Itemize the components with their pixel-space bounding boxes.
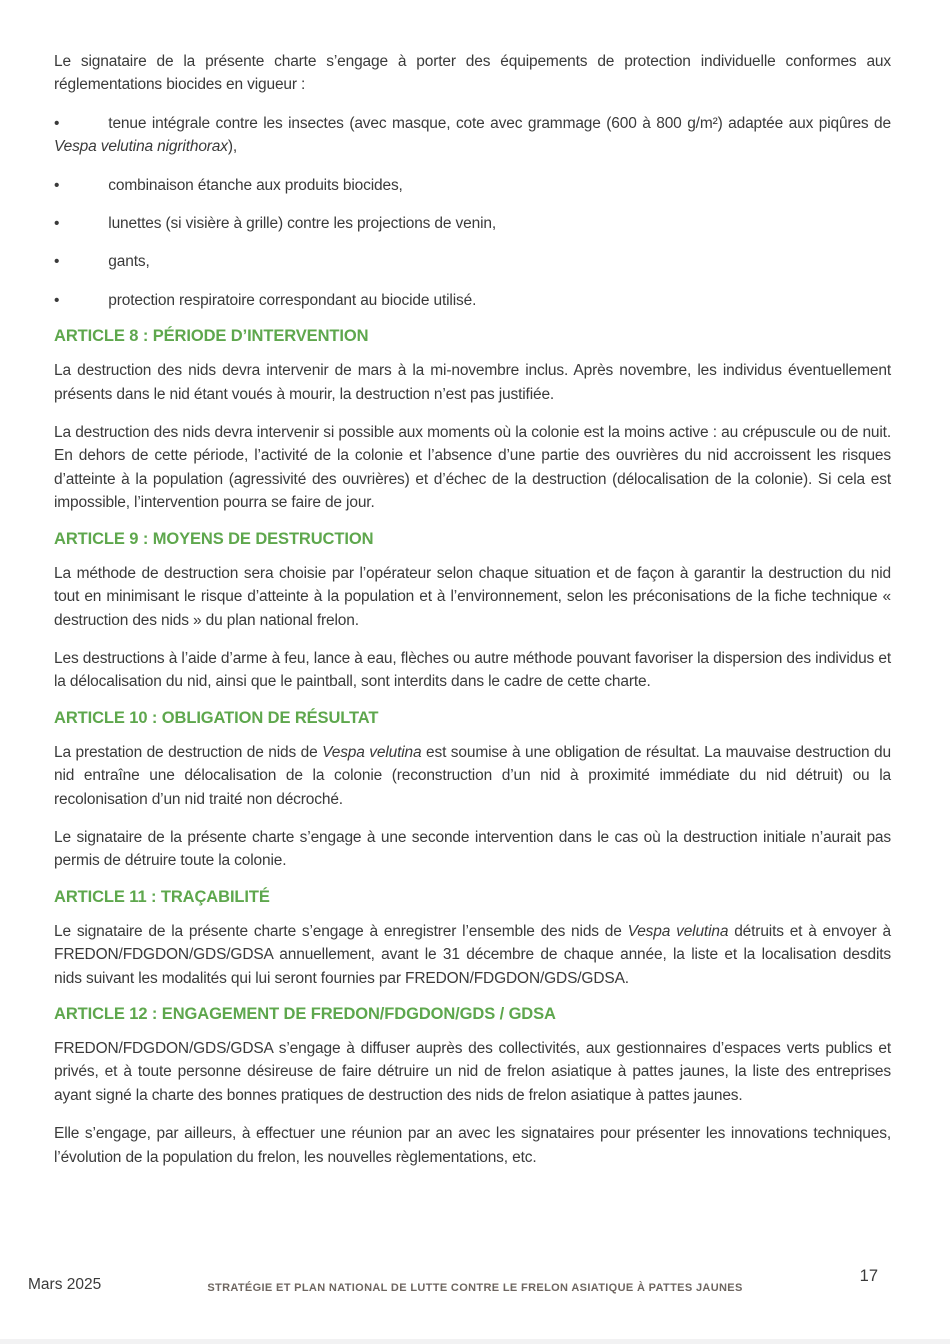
text-run: La destruction des nids devra intervenir de mars à la mi-novembre inclus. Après novembre, les individus éventuellement présents dans le nid étant voués à mourir, la destruction n’est pas justifiée. bbox=[54, 362, 891, 403]
species-name-italic: Vespa velutina bbox=[322, 743, 422, 761]
bullet-marker: • bbox=[54, 215, 60, 233]
species-name-italic: Vespa velutina bbox=[627, 922, 729, 940]
article-paragraph bbox=[54, 1037, 891, 1107]
bullet-item bbox=[54, 250, 891, 273]
intro-paragraph bbox=[54, 50, 891, 97]
article-heading: ARTICLE 9 : MOYENS DE DESTRUCTION bbox=[54, 529, 374, 548]
text-run: Les destructions à l’aide d’arme à feu, lance à eau, flèches ou autre méthode pouvant favoriser la dispersion des individus et la délocalisation du nid, ainsi que le paintball, sont interdits dans le cadre de cette charte. bbox=[54, 649, 891, 691]
text-run: FREDON/FDGDON/GDS/GDSA s’engage à diffuser auprès des collectivités, aux gestionnaires d’espaces verts publics et privés, et à toute personne désireuse de faire détruire un nid de frelon asiatique à pattes jaunes, la liste des entreprises ayant signé la charte des bonnes pratiques de destruction des nids de frelon asiatique à pattes jaunes. bbox=[54, 1039, 891, 1104]
text-run: La prestation de destruction de nids de bbox=[54, 743, 323, 761]
bullet-item bbox=[54, 212, 891, 235]
article-paragraph bbox=[54, 1122, 891, 1169]
text-run: protection respiratoire correspondant au biocide utilisé. bbox=[108, 291, 477, 309]
footer-title: STRATÉGIE ET PLAN NATIONAL DE LUTTE CONTRE LE FRELON ASIATIQUE À PATTES JAUNES bbox=[207, 1282, 743, 1294]
text-run: tenue intégrale contre les insectes (avec masque, cote avec grammage (600 à 800 g/m²) adaptée aux piqûres de bbox=[108, 114, 891, 132]
document-content bbox=[54, 50, 891, 1184]
text-run: La destruction des nids devra intervenir si possible aux moments où la colonie est la moins active : au crépuscule ou de nuit. En dehors de cette période, l’activité de la colonie et l’absence d’une partie des ouvrières du nid accroissent les risques d’atteinte à la population (agressivité des ouvrières) et d’échec de la destruction (délocalisation de la colonie). Si cela est impossible, l’intervention pourra se faire de jour. bbox=[54, 424, 891, 512]
text-run: ), bbox=[227, 138, 238, 156]
species-name-italic: Vespa velutina nigrithorax bbox=[54, 138, 228, 156]
article-paragraph bbox=[54, 920, 891, 990]
text-run: détruits et à envoyer à FREDON/FDGDON/GDS/GDSA annuellement, avant le 31 décembre de chaque année, la liste et la localisation desdits nids suivant les modalités qui lui seront fournies par FREDON/FDGDON/GDS/GDSA. bbox=[54, 922, 892, 987]
footer-date: Mars 2025 bbox=[28, 1276, 102, 1293]
bottom-edge-strip bbox=[0, 1339, 950, 1344]
article-sections bbox=[54, 327, 891, 1169]
article-heading: ARTICLE 8 : PÉRIODE D’INTERVENTION bbox=[54, 327, 369, 346]
bullet-marker: • bbox=[54, 291, 60, 309]
text-run: est soumise à une obligation de résultat. La mauvaise destruction du nid entraîne une délocalisation de la colonie (reconstruction d’un nid à proximité immédiate du nid détruit) ou la recolonisation d’un nid traité non décroché. bbox=[54, 743, 891, 808]
bullet-list bbox=[54, 112, 891, 312]
article-paragraph bbox=[54, 741, 891, 811]
bullet-item bbox=[54, 289, 891, 312]
article-paragraph bbox=[54, 647, 891, 694]
bullet-item bbox=[54, 112, 891, 159]
article-heading: ARTICLE 12 : ENGAGEMENT DE FREDON/FDGDON/GDS / GDSA bbox=[54, 1004, 556, 1023]
text-run: combinaison étanche aux produits biocides, bbox=[108, 176, 403, 194]
text-run: Le signataire de la présente charte s’engage à une seconde intervention dans le cas où la destruction initiale n’aurait pas permis de détruire toute la colonie. bbox=[54, 828, 891, 870]
text-run: Le signataire de la présente charte s’engage à enregistrer l’ensemble des nids de bbox=[54, 922, 628, 940]
text-run: lunettes (si visière à grille) contre les projections de venin, bbox=[108, 215, 496, 233]
article-heading: ARTICLE 10 : OBLIGATION DE RÉSULTAT bbox=[54, 708, 379, 727]
article-heading: ARTICLE 11 : TRAÇABILITÉ bbox=[54, 887, 270, 906]
page-number: 17 bbox=[859, 1267, 878, 1285]
article-paragraph bbox=[54, 359, 891, 406]
bullet-marker: • bbox=[54, 114, 60, 132]
bullet-item bbox=[54, 174, 891, 197]
bullet-marker: • bbox=[54, 176, 60, 194]
article-paragraph bbox=[54, 421, 891, 515]
text-run: Le signataire de la présente charte s’engage à porter des équipements de protection individuelle conformes aux réglementations biocides en vigueur : bbox=[54, 53, 891, 94]
text-run: gants, bbox=[108, 253, 150, 271]
bullet-marker: • bbox=[54, 253, 60, 271]
article-paragraph bbox=[54, 562, 891, 632]
article-paragraph bbox=[54, 826, 891, 873]
text-run: La méthode de destruction sera choisie par l’opérateur selon chaque situation et de façon à garantir la destruction du nid tout en minimisant le risque d’atteinte à la population et à l’environnement, selon les préconisations de la fiche technique « destruction des nids » du plan national frelon. bbox=[54, 564, 891, 629]
text-run: Elle s’engage, par ailleurs, à effectuer une réunion par an avec les signataires pour présenter les innovations techniques, l’évolution de la population du frelon, les nouvelles règlementations, etc. bbox=[54, 1125, 891, 1166]
